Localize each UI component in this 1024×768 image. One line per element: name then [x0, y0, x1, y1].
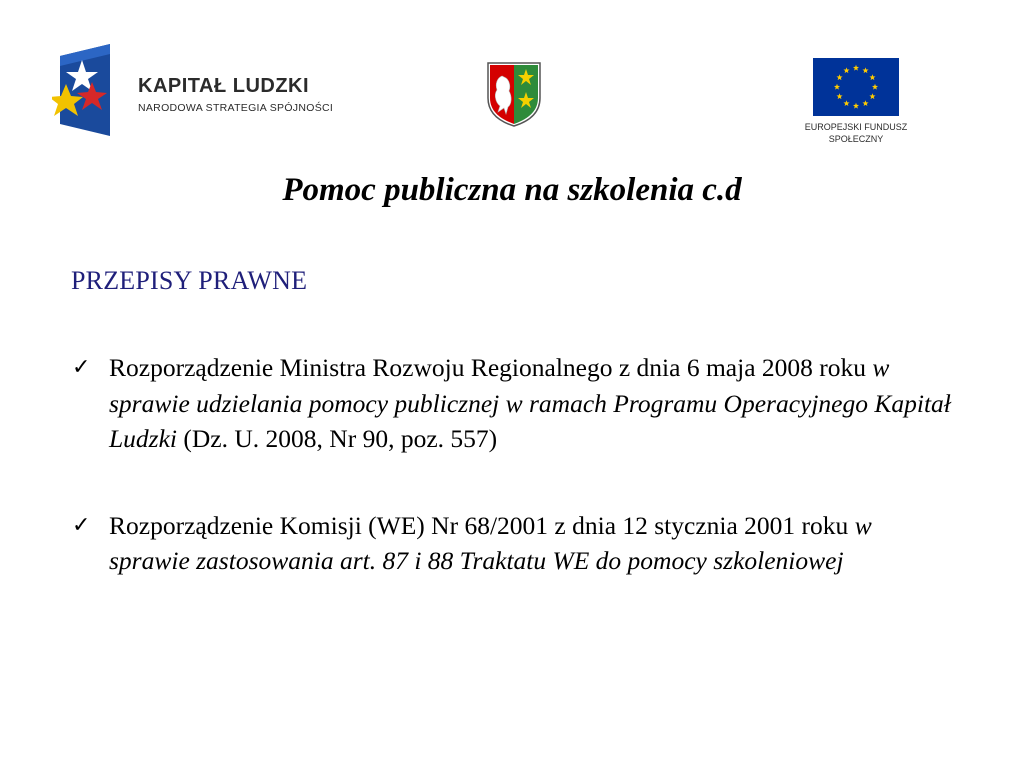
coat-of-arms-shield-icon	[485, 60, 543, 128]
checkmark-icon: ✓	[72, 512, 91, 538]
bullet-italic-text: w sprawie udzielania pomocy publicznej w ramach Programu Operacyjnego Kapitał Ludzki	[109, 353, 951, 453]
legal-regulations-list	[72, 350, 952, 579]
bullet-text: Rozporządzenie Komisji (WE) Nr 68/2001 z dnia 12 stycznia 2001 roku	[109, 510, 855, 540]
kapital-ludzki-title: KAPITAŁ LUDZKI	[138, 75, 310, 97]
section-heading: PRZEPISY PRAWNE	[71, 266, 308, 295]
eu-fund-label-line1: EUROPEJSKI FUNDUSZ	[804, 122, 908, 132]
list-item	[72, 350, 952, 457]
eu-fund-label-line2: SPOŁECZNY	[828, 134, 884, 144]
eu-fund-label	[796, 121, 916, 145]
eu-flag-icon	[813, 58, 899, 116]
kapital-ludzki-emblem-icon	[52, 44, 114, 140]
list-item	[72, 508, 952, 579]
bullet-text-after: (Dz. U. 2008, Nr 90, poz. 557)	[177, 424, 498, 453]
checkmark-icon: ✓	[72, 355, 91, 380]
kapital-ludzki-subtitle: NARODOWA STRATEGIA SPÓJNOŚCI	[138, 102, 334, 114]
coat-of-arms-logo	[485, 60, 543, 128]
kapital-ludzki-logo	[52, 44, 372, 140]
slide-title: Pomoc publiczna na szkolenia c.d	[282, 172, 742, 208]
eu-fund-logo	[796, 56, 916, 152]
bullet-italic-text: w sprawie zastosowania art. 87 i 88 Traktatu WE do pomocy szkoleniowej	[109, 510, 872, 575]
bullet-text: Rozporządzenie Ministra Rozwoju Regionalnego z dnia 6 maja 2008 roku	[109, 353, 873, 382]
